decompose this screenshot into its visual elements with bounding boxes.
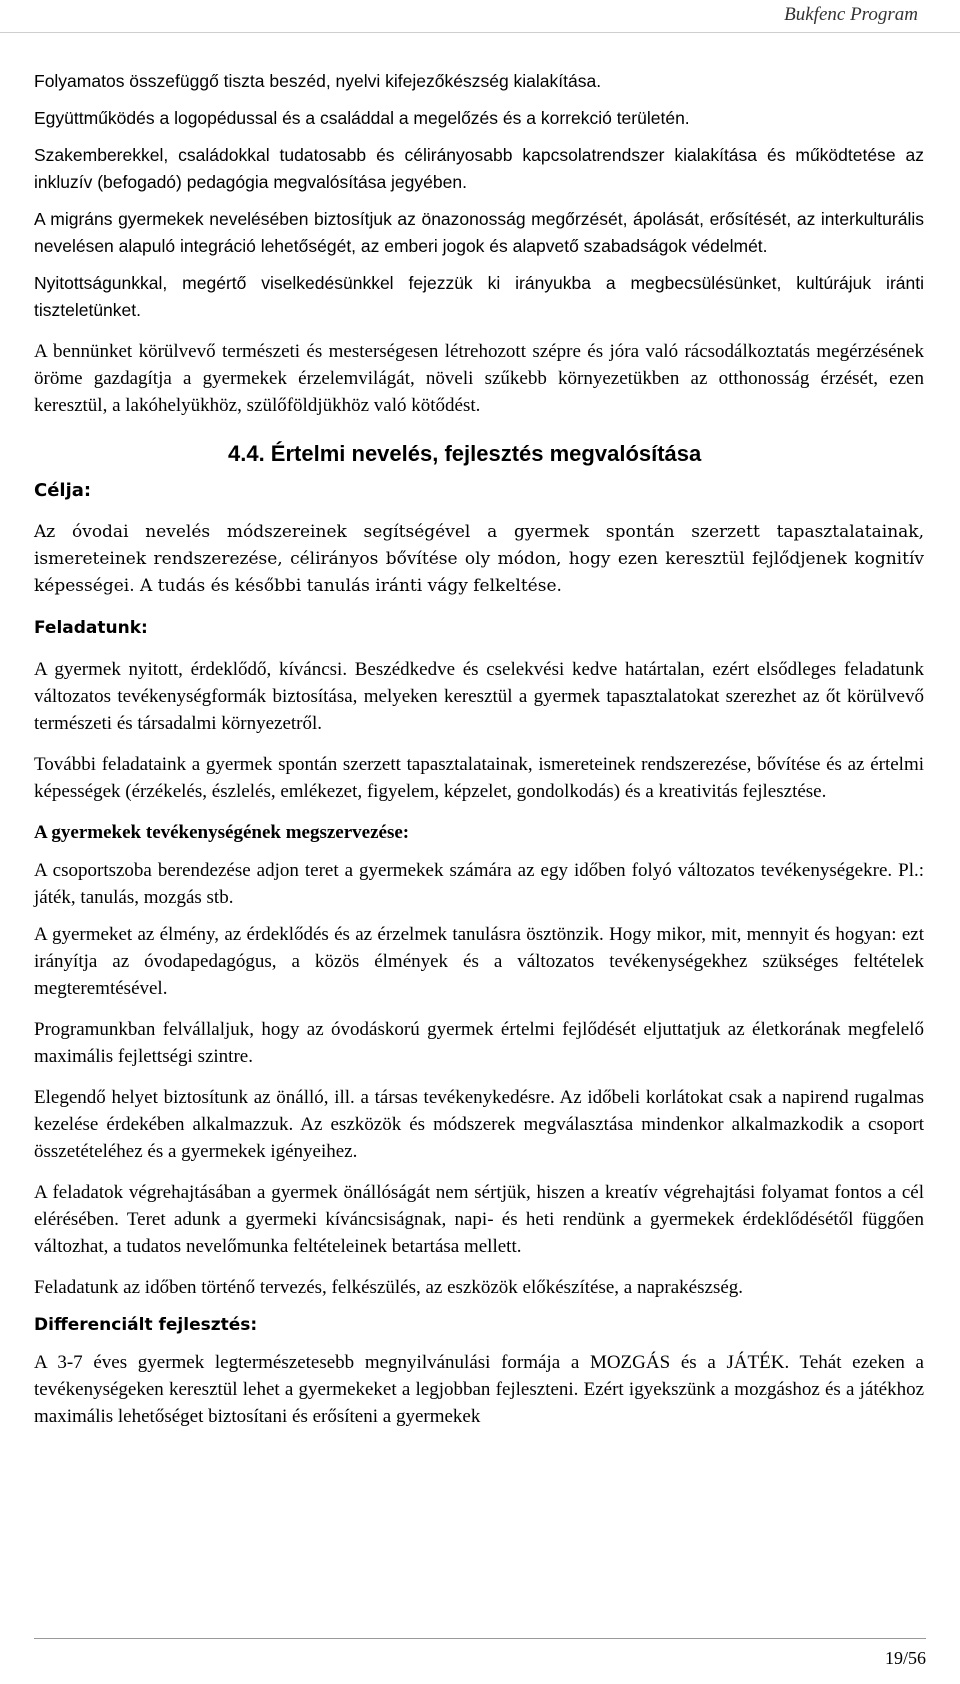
goal-paragraph: Az óvodai nevelés módszereinek segítségével a gyermek spontán szerzett tapasztalatainak, ismereteinek rendszerezése, célirányos bővítése oly módon, hogy ezen keresztül fejlődjenek kognitív képességei. A tudás és későbbi tanulás iránti vágy felkeltése. [34,522,924,596]
paragraph: Folyamatos összefüggő tiszta beszéd, nyelvi kifejezőkészség kialakítása. [34,71,602,91]
page-number: 19/56 [884,1648,926,1668]
tasks-label: Feladatunk: [34,618,148,638]
paragraph: A bennünket körülvevő természeti és mesterségesen létrehozott szépre és jóra való rácsodálkoztatás megérzésének öröme gazdagítja a gyermekek érzelemvilágát, növeli szűkebb környezetükben az otthonosság érzését, ezen keresztül, a lakóhelyükhöz, szülőföldjükhöz való kötődést. [34,341,924,416]
section-heading: 4.4. Értelmi nevelés, fejlesztés megvalósítása [228,441,702,466]
organisation-paragraph: Programunkban felvállaljuk, hogy az óvodáskorú gyermek értelmi fejlődését eljuttatjuk az életkorának megfelelő maximális fejlettségi szintre. [34,1019,924,1067]
paragraph: A migráns gyermekek nevelésében biztosítjuk az önazonosság megőrzését, ápolását, erősítését, az interkulturális nevelésen alapuló integráció lehetőségét, az emberi jogok és alapvető szabadságok védelmét. [34,209,924,256]
paragraph: Nyitottságunkkal, megértő viselkedésünkkel fejezzük ki irányukba a megbecsülésünket, kultúrájuk iránti tiszteletünket. [34,273,924,320]
differentiated-paragraph: A 3-7 éves gyermek legtermészetesebb megnyilvánulási formája a MOZGÁS és a JÁTÉK. Tehát ezeken a tevékenységeken keresztül lehet a gyermekeket a legjobban fejleszteni. Ezért igyekszünk a mozgáshoz és a játékhoz maximális lehetőséget biztosítani és erősíteni a gyermekek [34,1352,924,1427]
paragraph: Szakemberekkel, családokkal tudatosabb és célirányosabb kapcsolatrendszer kialakítása és működtetése az inkluzív (befogadó) pedagógia megvalósítása jegyében. [34,145,924,192]
organisation-paragraph: A feladatok végrehajtásában a gyermek önállóságát nem sértjük, hiszen a kreatív végrehajtási folyamat fontos a cél elérésében. Teret adunk a gyermeki kíváncsiságnak, napi- és heti rendünk a gyermekek érdeklődésétől függően változhat, a tudatos nevelőmunka feltételeinek betartása mellett. [34,1182,924,1257]
organisation-paragraph: Feladatunk az időben történő tervezés, felkészülés, az eszközök előkészítése, a naprakészség. [34,1277,744,1298]
footer-rule [34,1638,926,1639]
running-header-title: Bukfenc Program [784,4,918,25]
organisation-paragraph: Elegendő helyet biztosítunk az önálló, ill. a társas tevékenykedésre. Az időbeli korlátokat csak a napirend rugalmas kezelése érdekében alkalmazzuk. Az eszközök és módszerek megválasztása mindenkor alkalmazkodik a csoport összetételéhez és a gyermekek igényeihez. [34,1087,924,1162]
differentiated-label: Differenciált fejlesztés: [34,1315,258,1335]
task-paragraph: A gyermek nyitott, érdeklődő, kíváncsi. Beszédkedve és cselekvési kedve határtalan, ezért elsődleges feladatunk változatos tevékenységformák biztosítása, melyeken keresztül a gyermek tapasztalatokat szerezhet az őt körülvevő természeti és társadalmi környezetről. [34,659,924,734]
task-paragraph: További feladataink a gyermek spontán szerzett tapasztalatainak, ismereteinek rendszerezése, bővítése és az értelmi képességek (érzékelés, észlelés, emlékezet, figyelem, képzelet, gondolkodás) és a kreativitás fejlesztése. [34,754,924,802]
goal-label: Célja: [34,480,92,501]
organisation-paragraph: A csoportszoba berendezése adjon teret a gyermekek számára az egy időben folyó változatos tevékenységekre. Pl.: játék, tanulás, mozgás stb. [34,860,924,908]
paragraph: Együttműködés a logopédussal és a családdal a megelőzés és a korrekció területén. [34,108,690,128]
organisation-label: A gyermekek tevékenységének megszervezése: [34,822,410,843]
body-text [34,68,924,1430]
header-rule [0,32,960,33]
organisation-paragraph: A gyermeket az élmény, az érdeklődés és az érzelmek tanulásra ösztönzik. Hogy mikor, mit, mennyit és hogyan: ezt irányítja az óvodapedagógus, a közös élmények és a változatos tevékenységekhez szükséges feltételek megteremtésével. [34,924,924,999]
